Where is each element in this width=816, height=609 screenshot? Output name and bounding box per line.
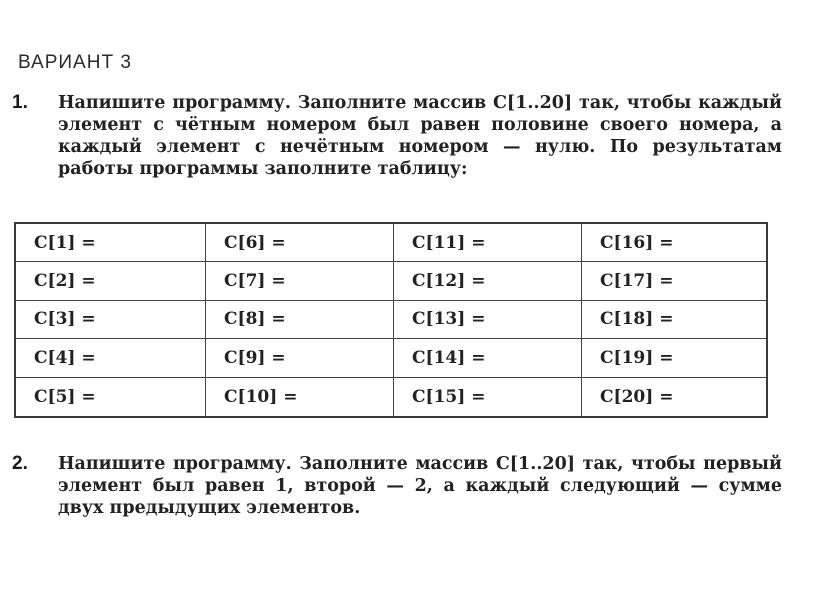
table-cell[interactable]: C[10] = <box>206 378 394 416</box>
table-cell[interactable]: C[8] = <box>206 301 394 339</box>
table-cell[interactable]: C[16] = <box>582 224 766 262</box>
table-cell[interactable]: C[12] = <box>394 262 582 300</box>
table-cell[interactable]: C[15] = <box>394 378 582 416</box>
table-cell[interactable]: C[20] = <box>600 386 674 407</box>
table-cell[interactable]: C[2] = <box>16 262 206 300</box>
table-cell[interactable]: C[18] = <box>582 301 766 339</box>
table-cell[interactable]: C[9] = <box>206 339 394 377</box>
variant-title: ВАРИАНТ 3 <box>18 52 132 73</box>
table-cell[interactable]: C[7] = <box>206 262 394 300</box>
task-1-number: 1. <box>12 92 28 113</box>
table-cell[interactable]: C[11] = <box>394 224 582 262</box>
task-1-text: Напишите программу. Заполните массив C[1..20] так, чтобы каждый элемент с чётным номером был равен половине своего номера, а каждый элемент с нечётным номером — нулю. По результатам работы программы заполните таблицу: <box>58 93 782 179</box>
table-cell[interactable]: C[5] = <box>16 378 206 416</box>
table-cell[interactable]: C[13] = <box>394 301 582 339</box>
table-cell[interactable]: C[19] = <box>582 339 766 377</box>
table-cell[interactable]: C[4] = <box>16 339 206 377</box>
table-cell[interactable]: C[14] = <box>394 339 582 377</box>
task-2-text: Напишите программу. Заполните массив C[1..20] так, чтобы первый элемент был равен 1, второй — 2, а каждый следующий — сумме двух предыдущих элементов. <box>58 454 782 518</box>
answer-table <box>14 222 768 418</box>
table-cell[interactable]: C[17] = <box>582 262 766 300</box>
table-cell[interactable]: C[3] = <box>16 301 206 339</box>
task-1 <box>12 92 782 180</box>
table-cell[interactable]: C[6] = <box>206 224 394 262</box>
task-2-number: 2. <box>12 453 28 474</box>
table-cell[interactable]: C[1] = <box>16 224 206 262</box>
task-2 <box>12 453 782 519</box>
